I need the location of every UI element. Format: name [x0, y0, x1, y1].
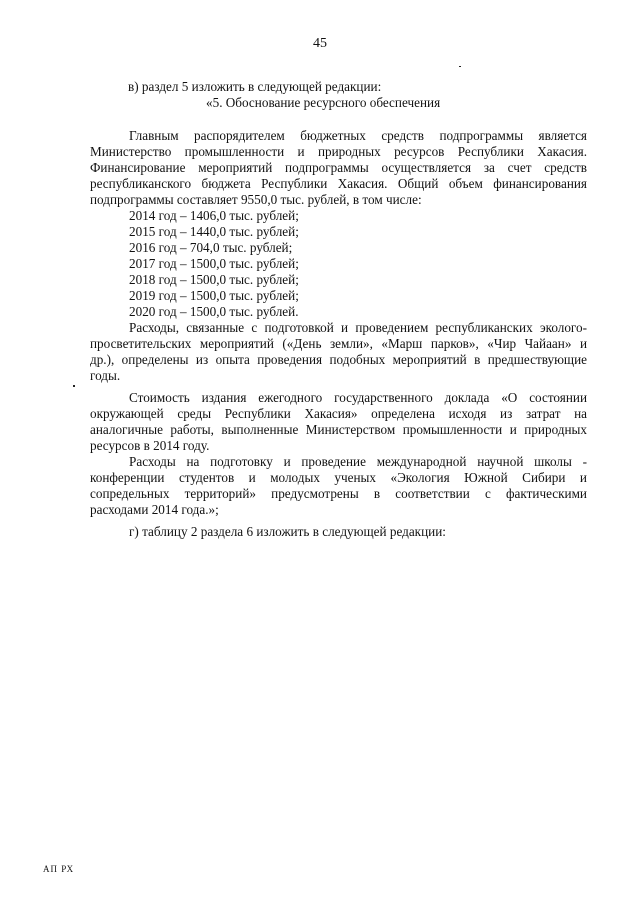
paragraph4-line: расходами 2014 года.»;	[90, 502, 219, 517]
funding-year-item: 2014 год – 1406,0 тыс. рублей;	[129, 208, 299, 223]
paragraph3-line: Стоимость издания ежегодного государственного доклада «О состоянии	[129, 390, 587, 405]
amendment-line-g: г) таблицу 2 раздела 6 изложить в следующей редакции:	[129, 524, 446, 539]
funding-year-item: 2016 год – 704,0 тыс. рублей;	[129, 240, 293, 255]
funding-year-item: 2019 год – 1500,0 тыс. рублей;	[129, 288, 299, 303]
page-number: 45	[313, 36, 327, 51]
funding-year-item: 2017 год – 1500,0 тыс. рублей;	[129, 256, 299, 271]
paragraph3-line: ресурсов в 2014 году.	[90, 438, 210, 453]
paragraph4-line: Расходы на подготовку и проведение международной научной школы -	[129, 454, 587, 469]
paragraph3-line: окружающей среды Республики Хакасия» определена исходя из затрат на	[90, 406, 587, 421]
paragraph2-line: годы.	[90, 368, 121, 383]
section-title: «5. Обоснование ресурсного обеспечения	[206, 95, 441, 110]
footer-stamp: АП РХ	[43, 864, 75, 874]
paragraph2-line: Расходы, связанные с подготовкой и проведением республиканских эколого-	[129, 320, 587, 335]
funding-year-item: 2015 год – 1440,0 тыс. рублей;	[129, 224, 299, 239]
paragraph3-line: аналогичные работы, выполненные Министерством промышленности и природных	[90, 422, 587, 437]
funding-year-item: 2018 год – 1500,0 тыс. рублей;	[129, 272, 299, 287]
funding-year-item: 2020 год – 1500,0 тыс. рублей.	[129, 304, 299, 319]
paragraph4-line: конференции студентов и молодых ученых «Экология Южной Сибири и	[90, 470, 587, 485]
paragraph1-line: Главным распорядителем бюджетных средств подпрограммы является	[129, 128, 587, 143]
paragraph1-line: Министерство промышленности и природных ресурсов Республики Хакасия.	[90, 144, 587, 159]
amendment-line-v: в) раздел 5 изложить в следующей редакции:	[128, 79, 382, 94]
paragraph1-line: республиканского бюджета Республики Хакасия. Общий объем финансирования	[90, 176, 587, 191]
paragraph2-line: просветительских мероприятий («День земли», «Марш парков», «Чир Чайаан» и	[90, 336, 587, 351]
paragraph4-line: сопредельных территорий» предусмотрены в соответствии с фактическими	[90, 486, 587, 501]
paragraph1-line: подпрограммы составляет 9550,0 тыс. рублей, в том числе:	[90, 192, 422, 207]
scan-speck	[73, 385, 75, 387]
paragraph1-line: Финансирование мероприятий подпрограммы осуществляется за счет средств	[90, 160, 587, 175]
scan-speck	[459, 66, 461, 67]
paragraph2-line: др.), определены из опыта проведения подобных мероприятий в предшествующие	[90, 352, 587, 367]
